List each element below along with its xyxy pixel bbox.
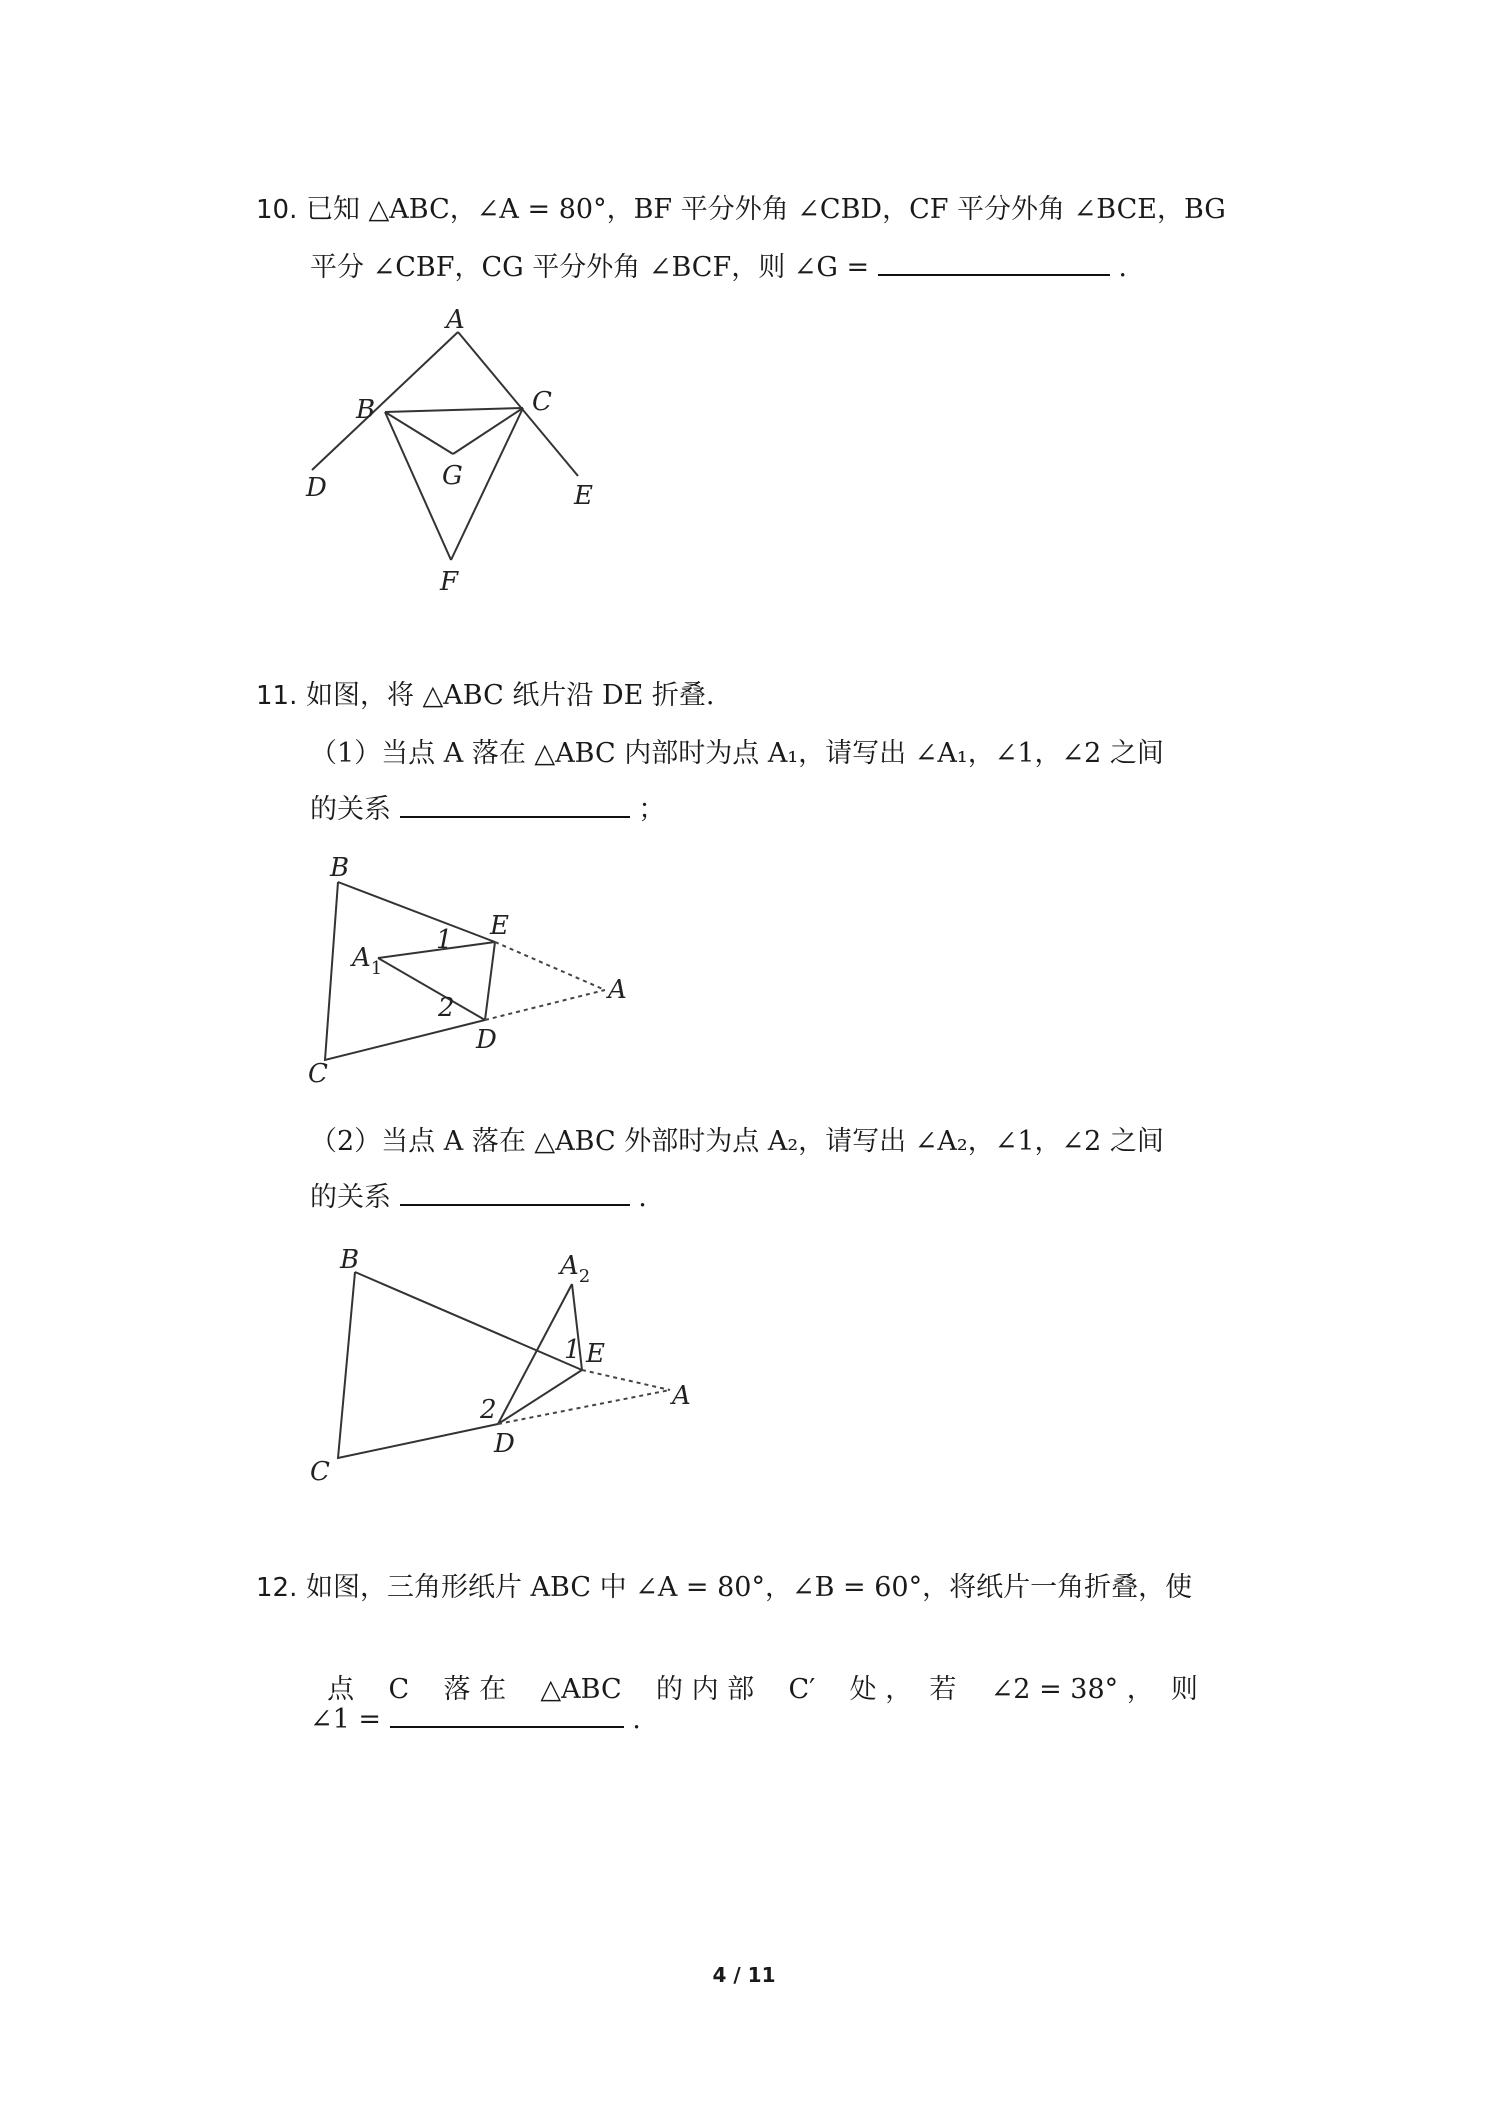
q12-line3	[310, 1702, 641, 1738]
q11-number: 11.	[256, 681, 298, 711]
q11-part1-answer-blank[interactable]	[400, 792, 630, 818]
q10-text-2: 平分 ∠CBF，CG 平分外角 ∠BCF，则 ∠G =	[310, 252, 878, 283]
q10-label-f: F	[440, 567, 459, 597]
q10-line2	[310, 250, 1127, 286]
q11-f1-label-e: E	[490, 911, 509, 941]
q11-text-1: 如图，将 △ABC 纸片沿 DE 折叠.	[305, 680, 715, 711]
q11-f2-angle-1: 1	[564, 1335, 581, 1365]
q12-end: .	[632, 1704, 641, 1735]
q11-part1-line2	[310, 792, 665, 828]
q10-figure	[290, 300, 630, 610]
q11-f2-label-c: C	[310, 1457, 330, 1487]
q11-part2-text-2: 的关系	[310, 1182, 391, 1213]
q11-f1-label-c: C	[308, 1059, 328, 1089]
q11-f1-label-b: B	[330, 853, 350, 883]
q11-part2-answer-blank[interactable]	[400, 1180, 630, 1206]
q11-part1-line1	[310, 736, 1164, 772]
q12-text-1: 如图，三角形纸片 ABC 中 ∠A = 80°，∠B = 60°，将纸片一角折叠，使	[305, 1572, 1193, 1603]
q10-end: .	[1118, 252, 1127, 283]
q11-line1	[256, 678, 715, 714]
q10-label-a: A	[446, 305, 465, 335]
q11-f2-label-a2: $A_2$	[560, 1251, 591, 1287]
q11-figure-1	[300, 850, 660, 1090]
q12-text-3: ∠1 =	[310, 1704, 390, 1735]
q11-part2-line1	[310, 1124, 1164, 1160]
q11-part2-line2	[310, 1180, 647, 1216]
q11-part1-text: （1）当点 A 落在 △ABC 内部时为点 A₁，请写出 ∠A₁，∠1，∠2 之间	[310, 738, 1164, 769]
q11-f1-label-d: D	[476, 1025, 497, 1055]
q11-f1-angle-2: 2	[438, 993, 455, 1023]
q11-figure-2	[300, 1240, 720, 1487]
q11-part2-text: （2）当点 A 落在 △ABC 外部时为点 A₂，请写出 ∠A₂，∠1，∠2 之间	[310, 1126, 1164, 1157]
q11-f2-label-a: A	[672, 1381, 691, 1411]
page-number: 4 / 11	[712, 1963, 776, 1987]
q11-part2-end: .	[638, 1182, 647, 1213]
q11-f2-label-b: B	[340, 1245, 360, 1275]
q10-label-d: D	[306, 473, 327, 503]
q11-f1-angle-1: 1	[436, 925, 453, 955]
q12-answer-blank[interactable]	[390, 1702, 624, 1728]
q11-f2-angle-2: 2	[480, 1395, 497, 1425]
q10-number: 10.	[256, 195, 298, 225]
q11-part1-text-2: 的关系	[310, 794, 391, 825]
q11-part1-end: ；	[638, 794, 666, 825]
q12-number: 12.	[256, 1573, 298, 1603]
q11-f1-label-a1: $A_1$	[352, 943, 383, 979]
q12-line2	[310, 1636, 1198, 1708]
q12-line1	[256, 1570, 1192, 1606]
q10-label-e: E	[574, 481, 593, 511]
q11-f1-label-a: A	[608, 975, 627, 1005]
q10-text-1: 已知 △ABC，∠A = 80°，BF 平分外角 ∠CBD，CF 平分外角 ∠BCE，BG	[305, 194, 1226, 225]
q10-label-b: B	[356, 395, 376, 425]
q10-label-g: G	[442, 461, 463, 491]
q11-f2-label-d: D	[494, 1429, 515, 1459]
q11-f2-label-e: E	[586, 1339, 605, 1369]
q10-answer-blank[interactable]	[878, 250, 1110, 276]
q10-label-c: C	[532, 387, 552, 417]
q10-line1	[256, 192, 1226, 228]
q12-text-2: 点 C 落 在 △ABC 的 内 部 C′ 处 ， 若 ∠2 = 38° ， 则	[327, 1674, 1198, 1705]
